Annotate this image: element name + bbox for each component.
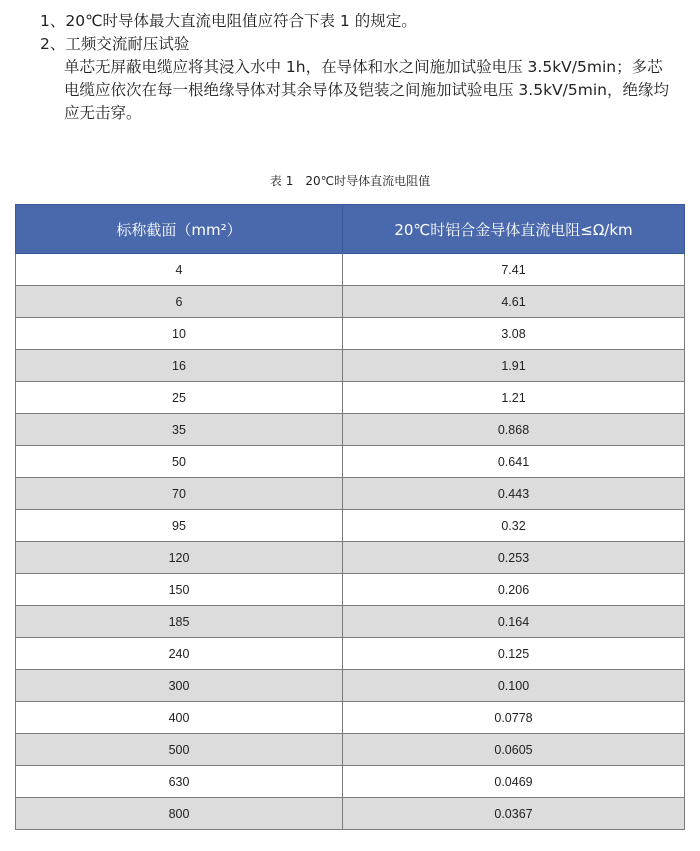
resistance-cell: 0.100 (343, 670, 685, 702)
resistance-cell: 0.641 (343, 446, 685, 478)
table-row (16, 734, 685, 766)
cross-section-cell: 95 (16, 510, 343, 542)
resistance-cell: 0.868 (343, 414, 685, 446)
cross-section-cell: 300 (16, 670, 343, 702)
table-row (16, 478, 685, 510)
resistance-cell: 3.08 (343, 318, 685, 350)
cross-section-cell: 630 (16, 766, 343, 798)
cross-section-cell: 16 (16, 350, 343, 382)
cross-section-cell: 500 (16, 734, 343, 766)
cross-section-cell: 35 (16, 414, 343, 446)
cross-section-cell: 800 (16, 798, 343, 830)
table-header-row (16, 205, 685, 254)
resistance-cell: 7.41 (343, 254, 685, 286)
resistance-cell: 0.0469 (343, 766, 685, 798)
cross-section-cell: 10 (16, 318, 343, 350)
table-row (16, 574, 685, 606)
table-row (16, 318, 685, 350)
table-row (16, 606, 685, 638)
table-row (16, 286, 685, 318)
resistance-cell: 0.32 (343, 510, 685, 542)
table-caption: 表 1 20℃时导体直流电阻值 (269, 174, 431, 188)
clause-2-line-1: 单芯无屏蔽电缆应将其浸入水中 1h，在导体和水之间施加试验电压 3.5kV/5min；多芯 (64, 58, 663, 76)
table-body (16, 254, 685, 830)
resistance-cell: 0.164 (343, 606, 685, 638)
resistance-cell: 4.61 (343, 286, 685, 318)
cross-section-cell: 25 (16, 382, 343, 414)
clause-2-heading: 2、工频交流耐压试验 (40, 35, 190, 53)
resistance-table (15, 204, 685, 830)
resistance-cell: 0.0778 (343, 702, 685, 734)
table-row (16, 382, 685, 414)
cross-section-cell: 120 (16, 542, 343, 574)
clause-2-line-2: 电缆应依次在每一根绝缘导体对其余导体及铠装之间施加试验电压 3.5kV/5min，绝缘均 (64, 81, 669, 99)
table-row (16, 542, 685, 574)
table-row (16, 702, 685, 734)
cross-section-cell: 70 (16, 478, 343, 510)
clause-1: 1、20℃时导体最大直流电阻值应符合下表 1 的规定。 (40, 12, 417, 30)
cross-section-cell: 150 (16, 574, 343, 606)
resistance-cell: 0.125 (343, 638, 685, 670)
resistance-cell: 0.206 (343, 574, 685, 606)
table-row (16, 510, 685, 542)
table-row (16, 670, 685, 702)
cross-section-cell: 6 (16, 286, 343, 318)
table-row (16, 254, 685, 286)
intro-text (40, 10, 680, 125)
resistance-cell: 0.443 (343, 478, 685, 510)
table-row (16, 350, 685, 382)
header-resistance: 20℃时铝合金导体直流电阻≤Ω/km (343, 205, 685, 254)
resistance-cell: 1.21 (343, 382, 685, 414)
clause-2-line-3: 应无击穿。 (64, 104, 142, 122)
table-row (16, 446, 685, 478)
resistance-cell: 0.0605 (343, 734, 685, 766)
table-row (16, 766, 685, 798)
cross-section-cell: 400 (16, 702, 343, 734)
table-row (16, 798, 685, 830)
cross-section-cell: 50 (16, 446, 343, 478)
header-cross-section: 标称截面（mm²） (16, 205, 343, 254)
table-row (16, 638, 685, 670)
table-row (16, 414, 685, 446)
cross-section-cell: 240 (16, 638, 343, 670)
cross-section-cell: 4 (16, 254, 343, 286)
resistance-cell: 0.0367 (343, 798, 685, 830)
resistance-cell: 1.91 (343, 350, 685, 382)
resistance-cell: 0.253 (343, 542, 685, 574)
cross-section-cell: 185 (16, 606, 343, 638)
